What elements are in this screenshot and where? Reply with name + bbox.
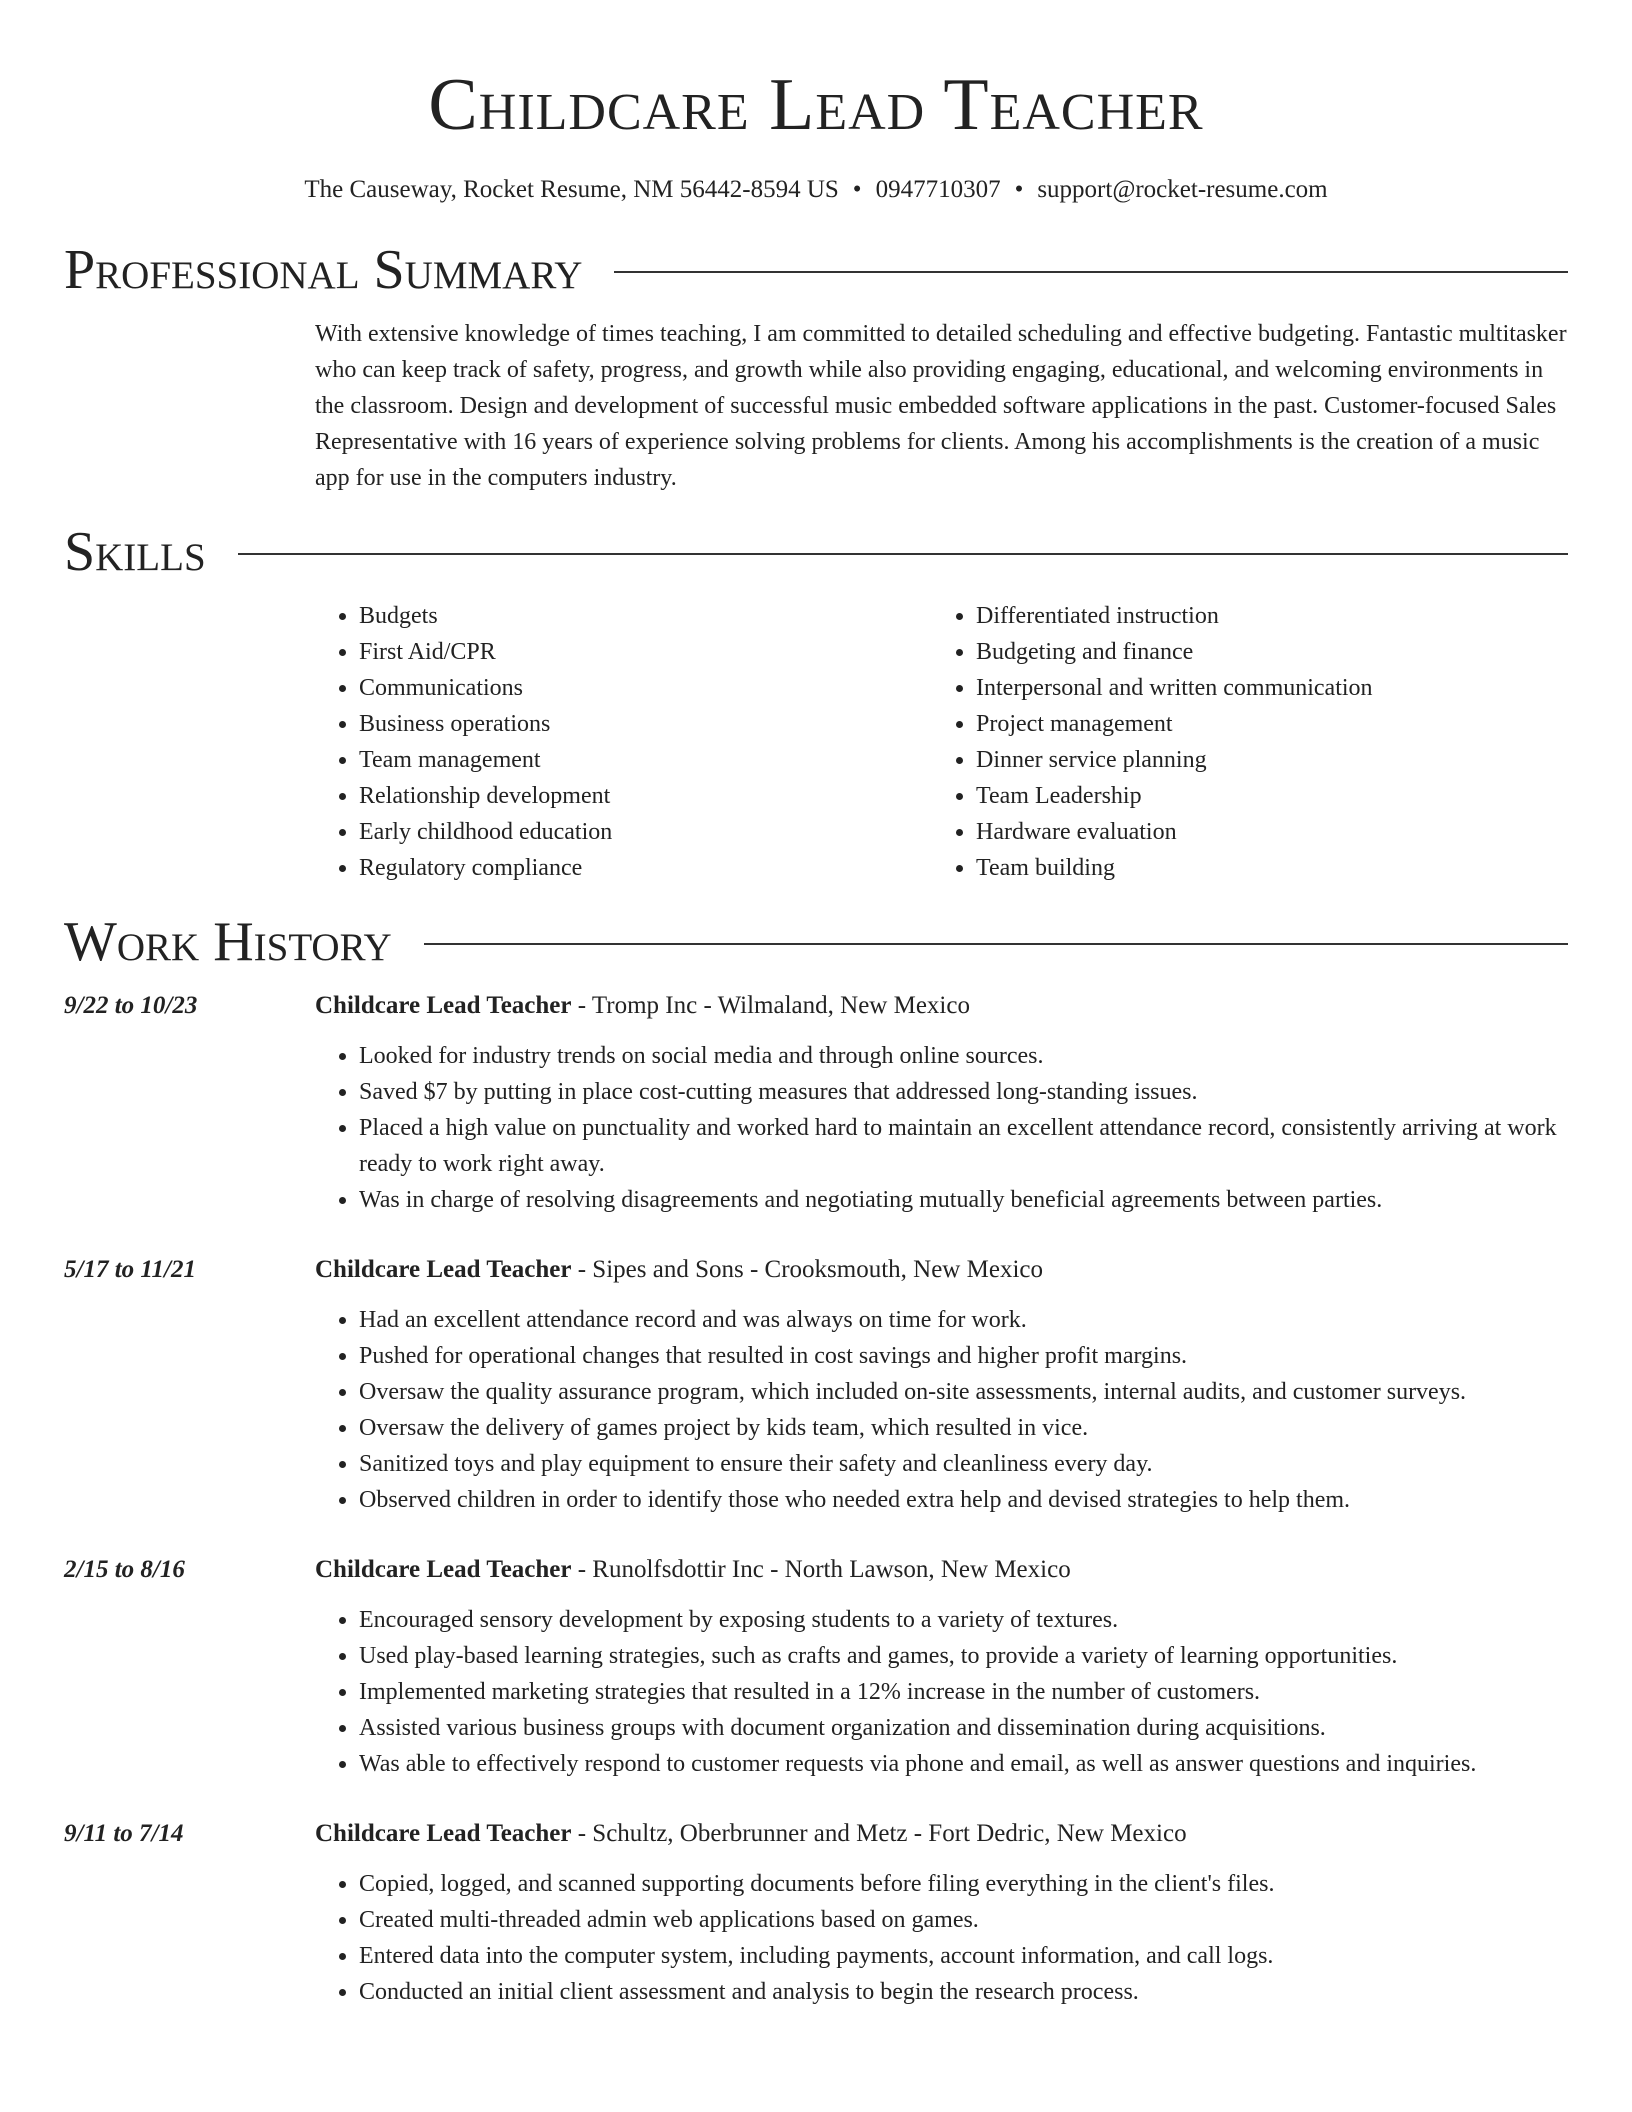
contact-address: The Causeway, Rocket Resume, NM 56442-8594 US — [304, 176, 839, 203]
contact-separator: • — [1014, 176, 1024, 203]
work-history-list — [64, 988, 1568, 2010]
skill-item: • Business operations — [359, 706, 932, 742]
summary-text: With extensive knowledge of times teaching, I am committed to detailed scheduling and effective budgeting. Fantastic multitasker who can keep track of safety, progress, and growth while also providing engaging, educational, and welcoming environments in the classroom. Design and development of successful music embedded software applications in the past. Customer-focused Sales Representative with 16 years of experience solving problems for clients. Among his accomplishments is the creation of a music app for use in the computers industry. — [315, 321, 1567, 491]
job-title: Childcare Lead Teacher — [315, 1256, 572, 1283]
skill-item: • Dinner service planning — [976, 742, 1549, 778]
skill-item: • Relationship development — [359, 778, 932, 814]
summary-section-header — [64, 238, 1568, 302]
job-bullet: • Was in charge of resolving disagreements and negotiating mutually beneficial agreements between parties. — [359, 1182, 1568, 1218]
job-bullet: • Saved $7 by putting in place cost-cutting measures that addressed long-standing issues. — [359, 1074, 1568, 1110]
job-entry — [64, 1816, 1568, 2010]
skill-item: • Hardware evaluation — [976, 814, 1549, 850]
skill-item: • Budgets — [359, 598, 932, 634]
contact-line — [64, 174, 1568, 206]
job-bullet: • Implemented marketing strategies that resulted in a 12% increase in the number of customers. — [359, 1674, 1568, 1710]
skill-item: • Team building — [976, 850, 1549, 886]
job-body — [315, 988, 1568, 1218]
job-entry — [64, 988, 1568, 1218]
job-bullet: • Had an excellent attendance record and was always on time for work. — [359, 1302, 1568, 1338]
skills-column-right — [932, 598, 1549, 886]
skill-item: • Project management — [976, 706, 1549, 742]
job-bullet: • Copied, logged, and scanned supporting documents before filing everything in the client's files. — [359, 1866, 1568, 1902]
job-company-location: - Tromp Inc - Wilmaland, New Mexico — [571, 992, 970, 1019]
job-bullet: • Encouraged sensory development by exposing students to a variety of textures. — [359, 1602, 1568, 1638]
skills-list-left — [315, 598, 932, 886]
job-bullet: • Observed children in order to identify those who needed extra help and devised strategies to help them. — [359, 1482, 1568, 1518]
job-heading — [315, 1252, 1568, 1288]
job-bullet-list — [315, 1302, 1568, 1518]
skill-item: • First Aid/CPR — [359, 634, 932, 670]
job-dates: 9/22 to 10/23 — [64, 992, 198, 1019]
job-bullet-list — [315, 1038, 1568, 1218]
job-bullet: • Entered data into the computer system, including payments, account information, and call logs. — [359, 1938, 1568, 1974]
skill-item: • Team Leadership — [976, 778, 1549, 814]
job-bullet-list — [315, 1866, 1568, 2010]
job-heading — [315, 1816, 1568, 1852]
job-bullet: • Looked for industry trends on social media and through online sources. — [359, 1038, 1568, 1074]
job-company-location: - Schultz, Oberbrunner and Metz - Fort Dedric, New Mexico — [571, 1820, 1187, 1847]
resume-page — [64, 0, 1568, 2010]
skill-item: • Budgeting and finance — [976, 634, 1549, 670]
work-section-header — [64, 910, 1568, 974]
summary-body — [315, 316, 1568, 496]
job-company-location: - Sipes and Sons - Crooksmouth, New Mexico — [571, 1256, 1043, 1283]
job-entry — [64, 1252, 1568, 1518]
skill-item: • Differentiated instruction — [976, 598, 1549, 634]
job-entry — [64, 1552, 1568, 1782]
job-bullet-list — [315, 1602, 1568, 1782]
job-bullet: • Placed a high value on punctuality and worked hard to maintain an excellent attendance record, consistently arriving at work ready to work right away. — [359, 1110, 1568, 1182]
skill-item: • Regulatory compliance — [359, 850, 932, 886]
section-divider — [238, 553, 1568, 555]
skill-item: • Early childhood education — [359, 814, 932, 850]
resume-name: Childcare Lead Teacher — [428, 64, 1204, 146]
skill-item: • Communications — [359, 670, 932, 706]
skills-grid — [315, 598, 1568, 886]
skills-section-title: Skills — [64, 521, 206, 583]
job-bullet: • Assisted various business groups with document organization and dissemination during acquisitions. — [359, 1710, 1568, 1746]
job-bullet: • Conducted an initial client assessment and analysis to begin the research process. — [359, 1974, 1568, 2010]
skill-item: • Interpersonal and written communication — [976, 670, 1549, 706]
summary-section-title: Professional Summary — [64, 239, 583, 301]
job-heading — [315, 988, 1568, 1024]
job-bullet: • Pushed for operational changes that resulted in cost savings and higher profit margins. — [359, 1338, 1568, 1374]
job-company-location: - Runolfsdottir Inc - North Lawson, New Mexico — [571, 1556, 1071, 1583]
job-body — [315, 1252, 1568, 1518]
contact-phone: 0947710307 — [875, 176, 1001, 203]
contact-email: support@rocket-resume.com — [1037, 176, 1328, 203]
work-section-title: Work History — [64, 911, 392, 973]
job-dates: 9/11 to 7/14 — [64, 1820, 184, 1847]
job-bullet: • Oversaw the delivery of games project by kids team, which resulted in vice. — [359, 1410, 1568, 1446]
skills-column-left — [315, 598, 932, 886]
skills-list-right — [932, 598, 1549, 886]
skill-item: • Team management — [359, 742, 932, 778]
section-divider — [614, 271, 1568, 273]
job-body — [315, 1816, 1568, 2010]
section-divider — [424, 943, 1568, 945]
job-body — [315, 1552, 1568, 1782]
contact-separator: • — [852, 176, 862, 203]
job-bullet: • Used play-based learning strategies, such as crafts and games, to provide a variety of learning opportunities. — [359, 1638, 1568, 1674]
job-bullet: • Created multi-threaded admin web applications based on games. — [359, 1902, 1568, 1938]
job-bullet: • Sanitized toys and play equipment to ensure their safety and cleanliness every day. — [359, 1446, 1568, 1482]
job-bullet: • Oversaw the quality assurance program, which included on-site assessments, internal audits, and customer surveys. — [359, 1374, 1568, 1410]
job-bullet: • Was able to effectively respond to customer requests via phone and email, as well as answer questions and inquiries. — [359, 1746, 1568, 1782]
skills-section-header — [64, 520, 1568, 584]
job-heading — [315, 1552, 1568, 1588]
job-title: Childcare Lead Teacher — [315, 1820, 572, 1847]
job-dates: 2/15 to 8/16 — [64, 1556, 185, 1583]
job-title: Childcare Lead Teacher — [315, 992, 572, 1019]
job-dates: 5/17 to 11/21 — [64, 1256, 196, 1283]
job-title: Childcare Lead Teacher — [315, 1556, 572, 1583]
